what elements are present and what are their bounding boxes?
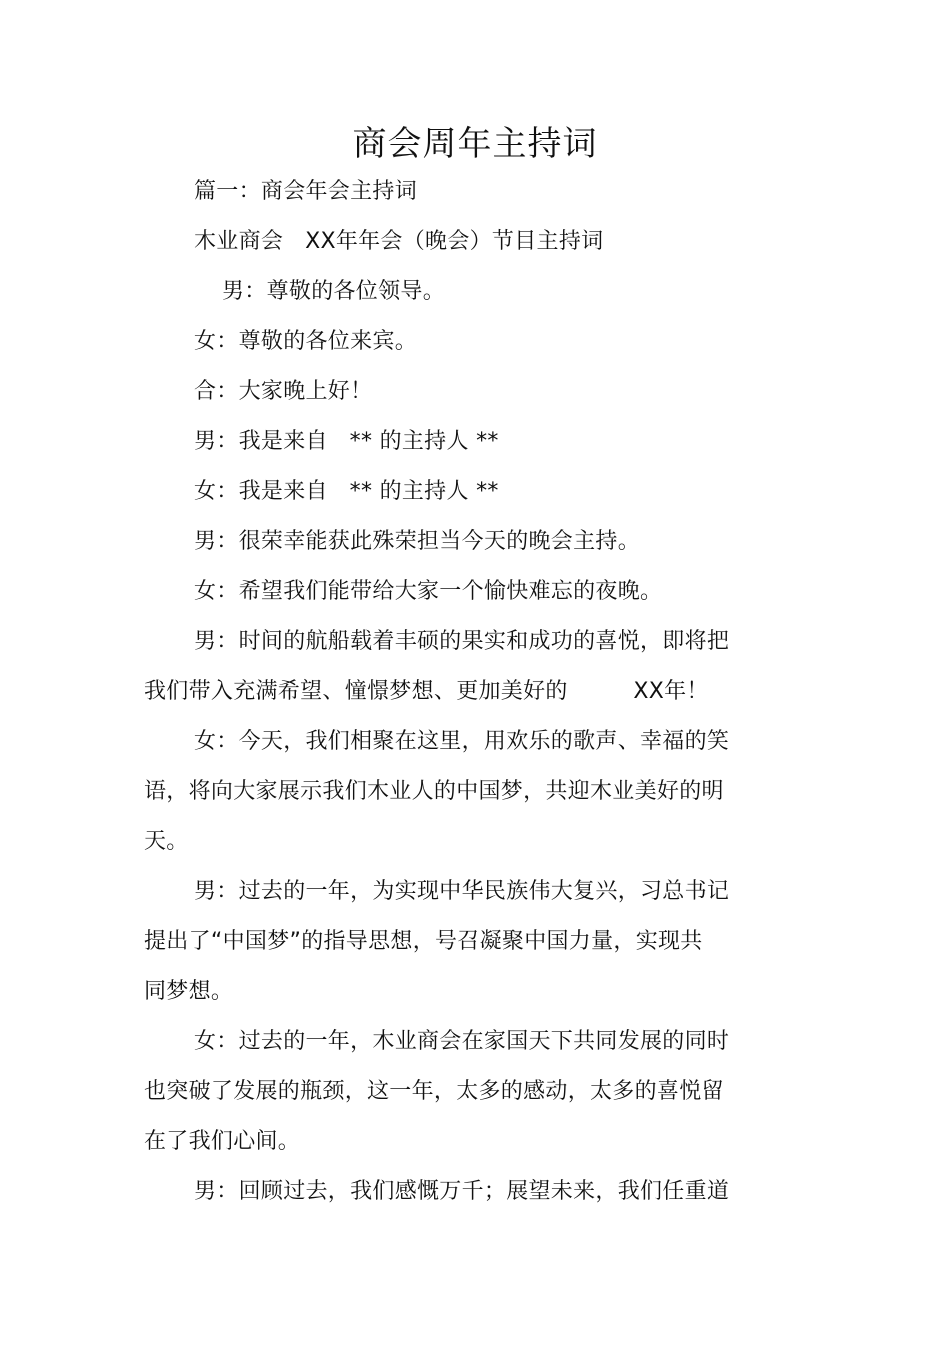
program-title: 木业商会 XX年年会（晚会）节目主持词 [194,229,604,254]
script-line: 男：很荣幸能获此殊荣担当今天的晚会主持。 [194,529,641,554]
script-line: 男：尊敬的各位领导。 [222,279,446,304]
script-line: 男：时间的航船载着丰硕的果实和成功的喜悦，即将把 [194,629,730,654]
script-line: 女：我是来自 ** 的主持人 ** [194,479,499,504]
script-line-continued: 语，将向大家展示我们木业人的中国梦，共迎木业美好的明 [144,779,724,804]
script-line-continued: 我们带入充满希望、憧憬梦想、更加美好的 XX年！ [144,679,709,704]
script-line-continued: 也突破了发展的瓶颈，这一年，太多的感动，太多的喜悦留 [144,1079,724,1104]
script-line-continued: 在了我们心间。 [144,1129,301,1154]
script-line: 男：我是来自 ** 的主持人 ** [194,429,499,454]
script-line: 男：过去的一年，为实现中华民族伟大复兴，习总书记 [194,879,730,904]
script-line: 男：回顾过去，我们感慨万千；展望未来，我们任重道 [194,1179,730,1204]
section-heading: 篇一：商会年会主持词 [194,179,418,204]
script-line-continued: 提出了“中国梦”的指导思想，号召凝聚中国力量，实现共 [144,929,703,954]
script-line: 女：今天，我们相聚在这里，用欢乐的歌声、幸福的笑 [194,729,730,754]
script-line: 合：大家晚上好！ [194,379,373,404]
script-line-continued: 同梦想。 [144,979,234,1004]
script-line-continued: 天。 [144,829,189,854]
page-title: 商会周年主持词 [352,124,598,164]
script-line: 女：过去的一年，木业商会在家国天下共同发展的同时 [194,1029,730,1054]
script-line: 女：尊敬的各位来宾。 [194,329,418,354]
script-line: 女：希望我们能带给大家一个愉快难忘的夜晚。 [194,579,663,604]
